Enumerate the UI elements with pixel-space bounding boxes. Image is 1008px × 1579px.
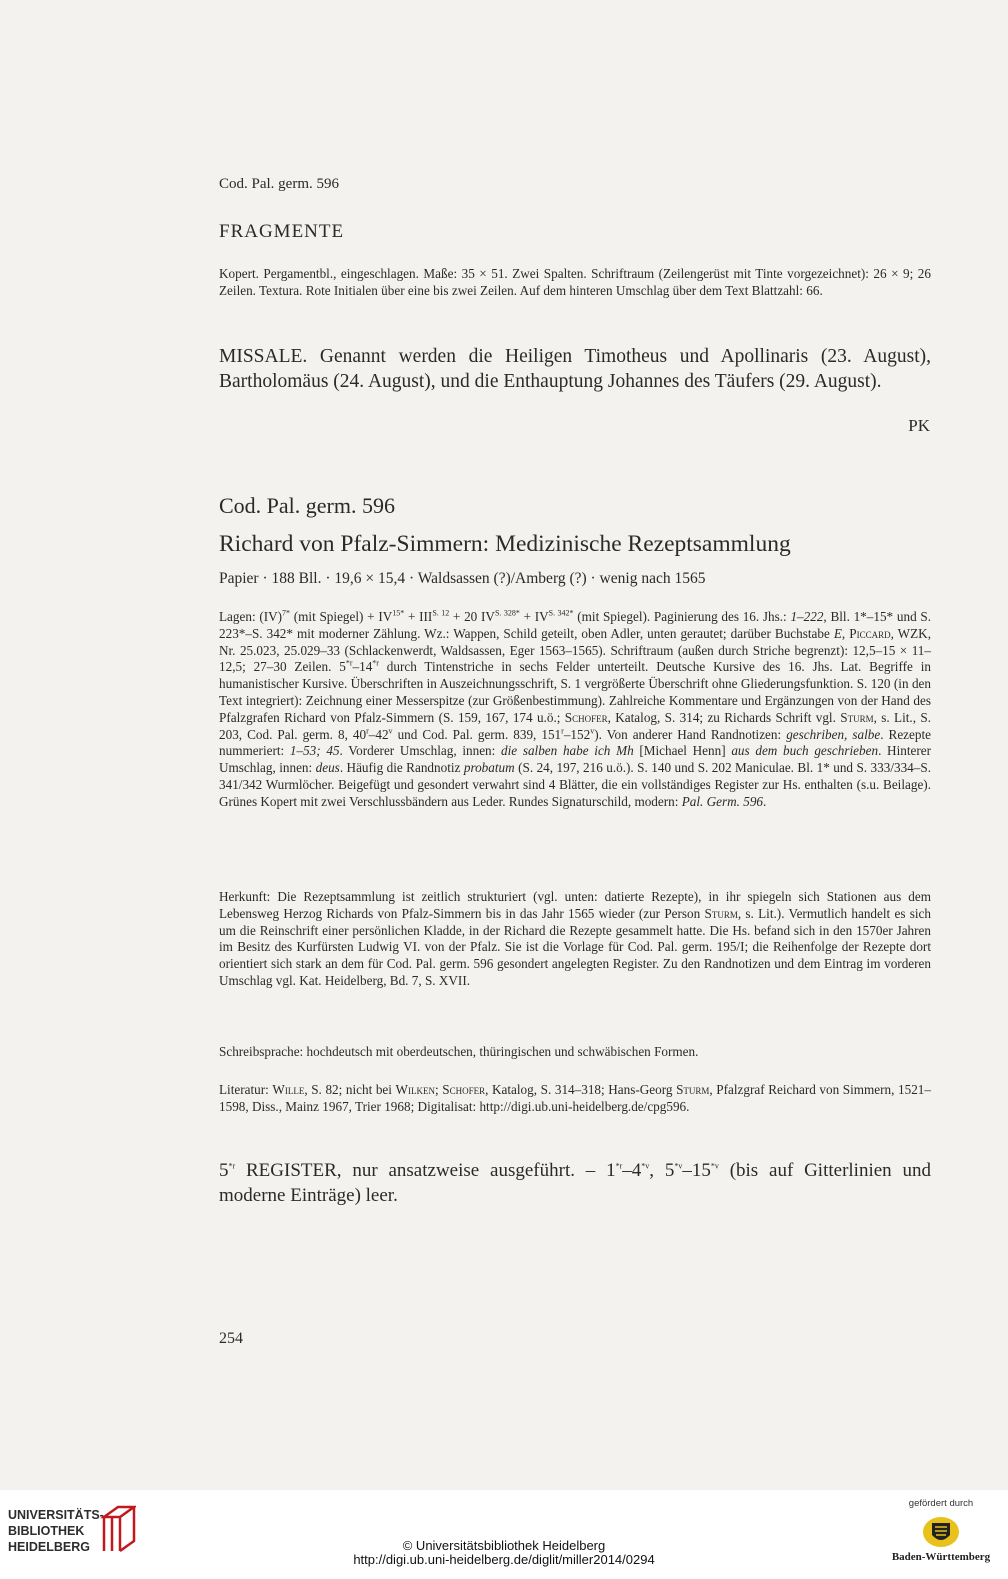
digitization-url[interactable]: http://digi.ub.uni-heidelberg.de/diglit/miller2014/0294 [353, 1552, 655, 1567]
entry1-heading: FRAGMENTE [219, 221, 345, 242]
entry2-literatur-paragraph: Literatur: Wille, S. 82; nicht bei Wilken; Schofer, Katalog, S. 314–318; Hans-Georg Sturm, Pfalzgraf Reichard von Simmern, 1521–1598, Diss., Mainz 1967, Trier 1968; Digitalisat: http://digi.ub.uni-heidelberg.de/cpg596. [219, 1082, 931, 1114]
page-number: 254 [219, 1330, 243, 1347]
copyright-notice: © Universitätsbibliothek Heidelberg [402, 1538, 606, 1553]
entry2-herkunft-paragraph: Herkunft: Die Rezeptsammlung ist zeitlich strukturiert (vgl. unten: datierte Rezepte), in ihr spiegeln sich Stationen aus dem Lebensweg Herzog Richards von Pfalz-Simmern bis in das Jahr 1565 wieder (zur Person Sturm, s. Lit.). Vermutlich handelt es sich um die Reinschrift einer persönlichen Kladde, in der Richard die Rezepte gesammelt hatte. Die Hs. befand sich in den 1570er Jahren im Besitz des Kurfürsten Ludwig VI. von der Pfalz. Sie ist die Vorlage für Cod. Pal. germ. 195/I; die Reihenfolge der Rezepte dort orientiert sich stark an dem für Cod. Pal. germ. 596 gesondert angelegten Register. Zu den Randnotizen und dem Eintrag im vorderen Umschlag vgl. Kat. Heidelberg, Bd. 7, S. XVII. [219, 889, 931, 988]
entry1-initials: PK [908, 416, 930, 435]
entry2-lagen-paragraph: Lagen: (IV)$^{7*}$ (mit Spiegel) + $IV^{15*} + III^{S. 12} + 20$ $IV^{S. 328*} + IV^{S. 342*}$ (mit Spiegel). Paginierung des 16. Jhs.: 1–222, Bll. 1*–15* und S. 223*–S. 342* mit moderner Zählung. Wz.: Wappen, Schild geteilt, oben Adler, unten gerautet; darüber Buchstabe E, Piccard, WZK, Nr. 25.023, 25.029–33 (Schlackenwerdt, Waldsassen, Eger 1563–1565). Schriftraum (außen durch Striche begrenzt): 12,5–15 × 11–12,5; 27–30 Zeilen. 5$^{*r}$–14$^{*r}$ durch Tintenstriche in sechs Felder unterteilt. Deutsche Kursive des 16. Jhs. Lat. Begriffe in humanistischer Kursive. Überschriften in Auszeichnungsschrift, S. 1 vergrößerte Überschrift ohne Gliederungsfunktion. S. 120 (in den Text integriert): Zeichnung einer Messerspitze (zur Größenbestimmung). Zahlreiche Kommentare und Ergänzungen von der Hand des Pfalzgrafen Richard von Pfalz-Simmern (S. 159, 167, 174 u.ö.; Schofer, Katalog, S. 314; zu Richards Schrift vgl. Sturm, s. Lit., S. 203, Cod. Pal. germ. 8, 40$^r$–42$^v$ und Cod. Pal. germ. 839, 151$^r$–152$^v$). Von anderer Hand Randnotizen: geschriben, salbe. Rezepte nummeriert: 1–53; 45. Vorderer Umschlag, innen: die salben habe ich Mh [Michael Henn] aus dem buch geschrieben. Hinterer Umschlag, innen: deus. Häufig die Randnotiz probatum (S. 24, 197, 216 u.ö.). S. 140 und S. 202 Maniculae. Bl. 1* und S. 333/334–S. 341/342 Wurmlöcher. Beigefügt und gesondert verwahrt sind 4 Blätter, die ein vollständiges Register zur Hs. enthalten (s.u. Beilage). Grünes Kopert mit zwei Verschlussbändern aus Leder. Rundes Signaturschild, modern: Pal. Germ. 596. [219, 608, 932, 809]
entry2-schreibsprache: Schreibsprache: hochdeutsch mit oberdeutschen, thüringischen und schwäbischen Formen. [219, 1044, 699, 1059]
entry2-title: Richard von Pfalz-Simmern: Medizinische Rezeptsammlung [219, 531, 791, 557]
library-logo-text: UNIVERSITÄTS- BIBLIOTHEK HEIDELBERG [8, 1508, 104, 1554]
state-crest-icon [921, 1515, 961, 1549]
sponsor-name: Baden-Württemberg [891, 1551, 991, 1563]
entry1-signature: Cod. Pal. germ. 596 [219, 176, 339, 192]
entry1-missale: MISSALE. Genannt werden die Heiligen Timotheus und Apollinaris (23. August), Bartholomäus (24. August), und die Enthauptung Johannes des Täufers (29. August). [219, 346, 931, 392]
entry1-description: Kopert. Pergamentbl., eingeschlagen. Maße: 35 × 51. Zwei Spalten. Schriftraum (Zeilengerüst mit Tinte vorgezeichnet): 26 × 9; 26 Zeilen. Textura. Rote Initialen über eine bis zwei Zeilen. Auf dem hinteren Umschlag über dem Text Blattzahl: 66. [219, 266, 931, 298]
entry2-register-line: 5$^{*r}$ REGISTER, nur ansatzweise ausgeführt. – 1$^{*r}$–4$^{*v}$, 5$^{*v}$–15$^{*v}$ (bis auf Gitterlinien und moderne Einträge) leer. [219, 1160, 931, 1206]
entry2-signature: Cod. Pal. germ. 596 [219, 493, 395, 518]
sponsor-block [886, 1498, 996, 1563]
entry2-meta: Papier · 188 Bll. · 19,6 × 15,4 · Waldsassen (?)/Amberg (?) · wenig nach 1565 [219, 570, 706, 587]
viewer-footer [0, 1490, 1008, 1579]
sponsor-label: gefördert durch [908, 1498, 974, 1509]
